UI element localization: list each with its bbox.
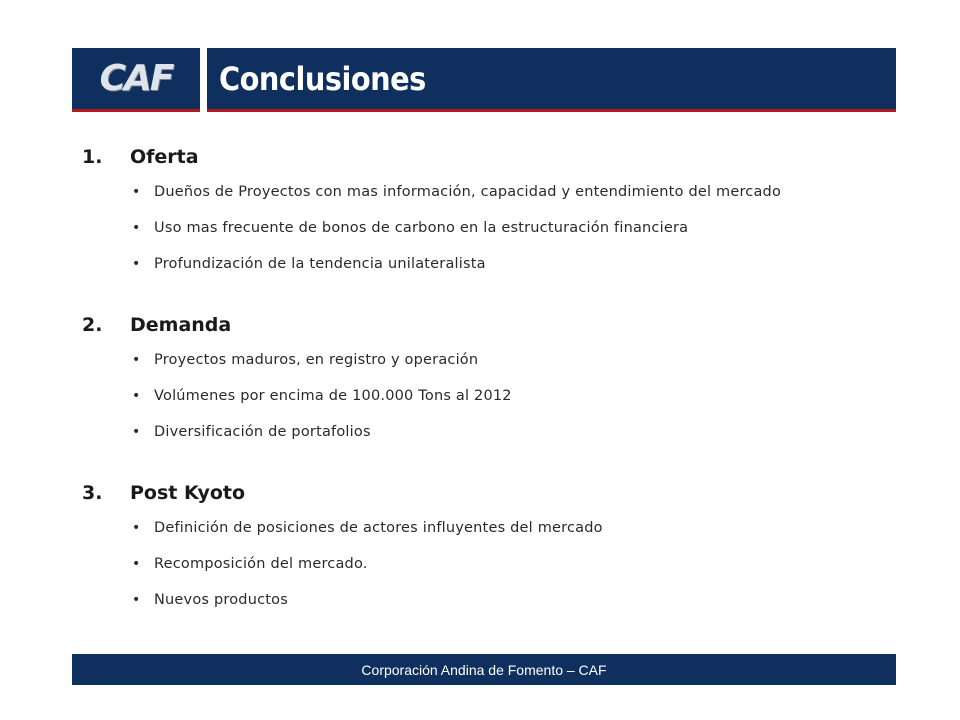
- list-item: [82, 378, 892, 414]
- list-item: [82, 510, 892, 546]
- footer-text: Corporación Andina de Fomento – CAF: [361, 661, 607, 678]
- bullet-text: Profundización de la tendencia unilateralista: [154, 256, 486, 272]
- bullet-list: [82, 510, 892, 618]
- section-heading: [82, 476, 892, 510]
- section-number: 2.: [82, 314, 103, 336]
- list-item: [82, 342, 892, 378]
- content-area: [82, 140, 892, 644]
- list-item: [82, 414, 892, 450]
- section-title: Post Kyoto: [130, 482, 246, 504]
- bullet-icon: •: [132, 388, 141, 404]
- list-item: [82, 582, 892, 618]
- list-item: [82, 546, 892, 582]
- section-heading: [82, 308, 892, 342]
- title-bar: [207, 48, 896, 112]
- bullet-icon: •: [132, 556, 141, 572]
- bullet-icon: •: [132, 592, 141, 608]
- bullet-text: Uso mas frecuente de bonos de carbono en la estructuración financiera: [154, 220, 689, 236]
- bullet-icon: •: [132, 220, 141, 236]
- logo-box: [72, 48, 200, 112]
- bullet-text: Nuevos productos: [154, 592, 288, 608]
- section-oferta: [82, 140, 892, 282]
- bullet-icon: •: [132, 256, 141, 272]
- bullet-text: Diversificación de portafolios: [154, 424, 371, 440]
- bullet-text: Dueños de Proyectos con mas información, capacidad y entendimiento del mercado: [154, 184, 782, 200]
- bullet-icon: •: [132, 520, 141, 536]
- section-title: Oferta: [130, 146, 199, 168]
- bullet-text: Volúmenes por encima de 100.000 Tons al 2012: [154, 388, 512, 404]
- section-number: 1.: [82, 146, 103, 168]
- section-heading: [82, 140, 892, 174]
- bullet-icon: •: [132, 352, 141, 368]
- list-item: [82, 174, 892, 210]
- footer-bar: [72, 654, 896, 685]
- bullet-text: Recomposición del mercado.: [154, 556, 368, 572]
- bullet-text: Proyectos maduros, en registro y operación: [154, 352, 479, 368]
- list-item: [82, 210, 892, 246]
- bullet-icon: •: [132, 184, 141, 200]
- section-number: 3.: [82, 482, 103, 504]
- caf-logo: CAF: [99, 58, 173, 99]
- bullet-icon: •: [132, 424, 141, 440]
- section-demanda: [82, 308, 892, 450]
- page-title: Conclusiones: [219, 59, 426, 98]
- bullet-list: [82, 342, 892, 450]
- bullet-text: Definición de posiciones de actores influyentes del mercado: [154, 520, 603, 536]
- bullet-list: [82, 174, 892, 282]
- section-title: Demanda: [130, 314, 232, 336]
- section-post-kyoto: [82, 476, 892, 618]
- list-item: [82, 246, 892, 282]
